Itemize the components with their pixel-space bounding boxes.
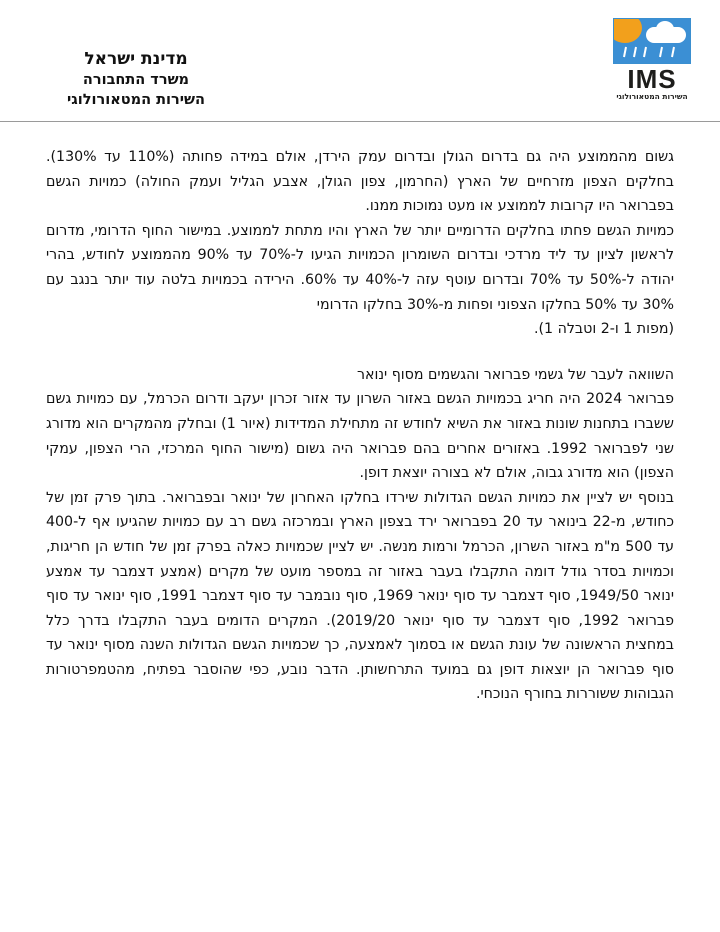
paragraph: בנוסף יש לציין את כמויות הגשם הגדולות שירדו בחלקו האחרון של ינואר ובפברואר. בתוך פרק זמן של כחודש, מ-22 בינואר עד 20 בפברואר ירד בצפון הארץ ובמרכזה גשם רב עם כמויות שהגיעו אף ל-400 עד 500 מ"מ באזור השרון, הכרמל ורמות מנשה. יש לציין שכמויות כאלה בפרק זמן של חודש הן חריגות, וכמויות בסדר גודל דומה התקבלו בעבר באזור זה במספר מועט של מקרים (אמצע דצמבר עד אמצע ינואר 1949/50, סוף דצמבר עד סוף ינואר 1969, סוף נובמבר עד סוף דצמבר 1991, סוף ינואר עד סוף פברואר 1992, סוף דצמבר עד סוף ינואר 2019/20). המקרים הדומים בעבר התקבלו בדרך כלל במחצית הראשונה של עונת הגשם או בסמוך לאמצעה, כך שכמויות הגשם הגדולות השנה מסוף ינואר עד סוף פברואר הן יוצאות דופן גם במועד התרחשותן. הדבר נובע, כפי שהוסבר בפתיח, מהטמפרטורות הגבוהות ששוררות בחורף הנוכחי.: [46, 489, 675, 703]
logo-text: IMS: [627, 64, 677, 94]
paragraph: (מפות 1 ו-2 וטבלה 1).: [534, 321, 674, 338]
organization-block: [60, 48, 212, 110]
page-header: [0, 0, 720, 122]
paragraph: פברואר 2024 היה חריג בכמויות הגשם באזור השרון עד אזור זכרון יעקב ודרום הכרמל, עם כמויות גשם ששברו בתחנות שונות באזור את השיא לחודש זה מתחילת המדידות (איור 1) ובחלק מהמקרים הוא מדורג שני לפברואר 1992. באזורים אחרים בהם פברואר היה גשום (מישור החוף המרכזי, הרי הצפון, עמקי הצפון) הוא מדורג גבוה, אולם לא בצורה יוצאת דופן.: [46, 391, 674, 482]
logo-subtitle: השירות המטאורולוגי: [616, 92, 688, 101]
sun-cloud-rain-icon: [613, 18, 691, 64]
ims-logo: [613, 18, 691, 100]
header-divider: [0, 121, 720, 122]
paragraph: גשום מהממוצע היה גם בדרום הגולן ובדרום עמק הירדן, אולם במידה פחותה (110% עד 130%). בחלקים הצפון מזרחיים של הארץ (החרמון, צפון הגולן, אצבע הגליל ועמק החולה) כמויות הגשם בפברואר היו קרובות לממוצע או מעט נמוכות ממנו.: [46, 149, 675, 215]
org-line-ministry: משרד התחבורה: [82, 72, 190, 88]
paragraph: כמויות הגשם פחתו בחלקים הדרומיים יותר של הארץ והיו מתחת לממוצע. במישור החוף הדרומי, מדרום לראשון לציון עד ליד מרדכי ובדרום השומרון הכמויות הגיעו ל-70% עד 90% מהממוצע לחודש, בהרי יהודה ל-50% עד 70% ובדרום עוטף עזה ל-40% עד 60%. הירידה בכמויות בלטה עוד יותר בנגב עם 30% עד 50% בחלקו הצפוני ופחות מ-30% בחלקו הדרומי: [46, 222, 675, 313]
document-body: [46, 145, 674, 707]
section-heading: השוואה לעבר של גשמי פברואר והגשמים מסוף ינואר: [356, 366, 674, 383]
org-line-service: השירות המטאורולוגי: [67, 92, 205, 108]
org-line-state: מדינת ישראל: [84, 49, 188, 69]
